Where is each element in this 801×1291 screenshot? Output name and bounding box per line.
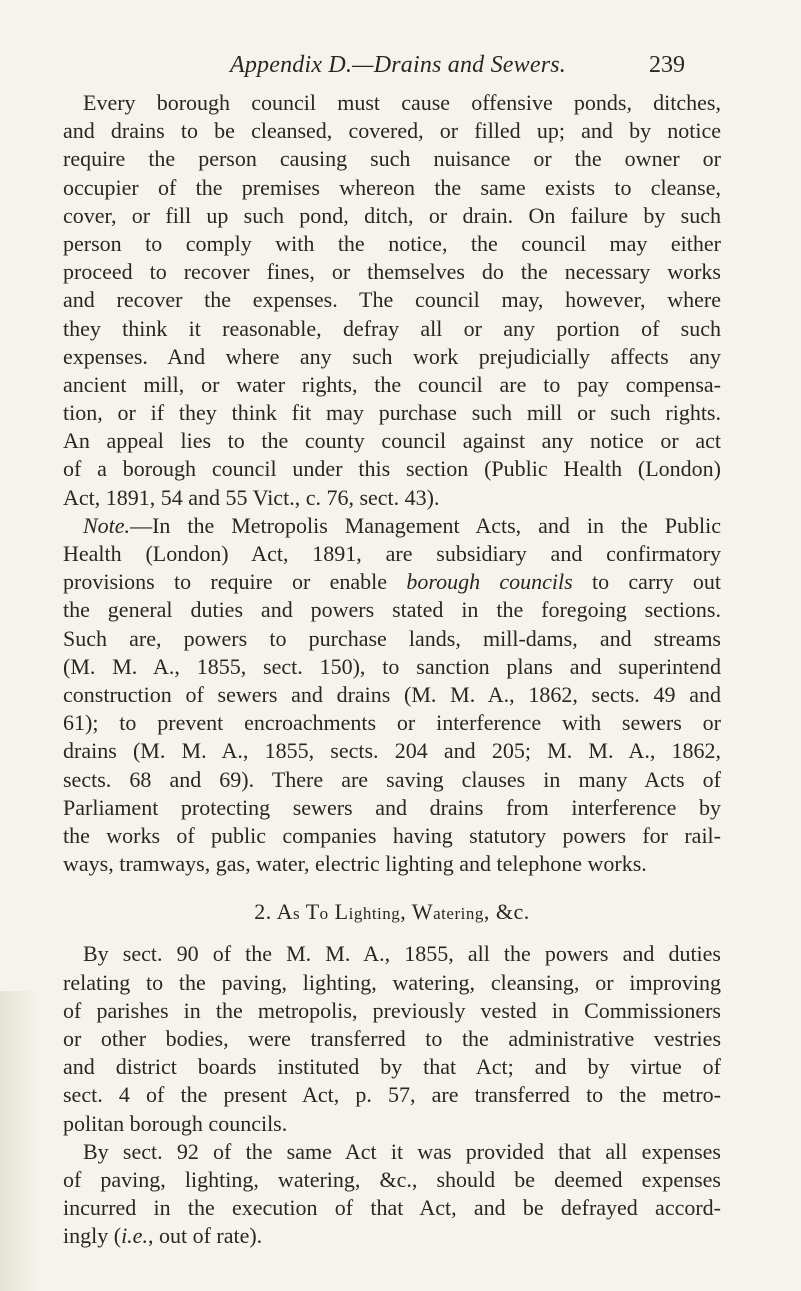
text-line: cover, or fill up such pond, ditch, or drain. On failure by such — [63, 202, 721, 228]
text-line: ancient mill, or water rights, the council are to pay compensa- — [63, 371, 721, 397]
page-number: 239 — [649, 52, 685, 78]
page-edge-shadow — [0, 991, 40, 1291]
text-line: the works of public companies having statutory powers for rail- — [63, 822, 721, 848]
text-line: Act, 1891, 54 and 55 Vict., c. 76, sect. 43). — [63, 484, 440, 510]
text-line: An appeal lies to the county council against any notice or act — [63, 428, 721, 454]
text-line: and district boards instituted by that Act; and by virtue of — [63, 1054, 721, 1080]
text-line: (M. M. A., 1855, sect. 150), to sanction plans and superintend — [63, 653, 721, 679]
text-line: person to comply with the notice, the council may either — [63, 230, 721, 256]
text-line: require the person causing such nuisance or the owner or — [63, 146, 721, 172]
text-line: Health (London) Act, 1891, are subsidiary and confirmatory — [63, 541, 721, 566]
text-line: By sect. 92 of the same Act it was provided that all expenses — [83, 1138, 721, 1164]
text-line: ingly (i.e., out of rate). — [63, 1223, 263, 1249]
text-line: of a borough council under this section (Public Health (London) — [63, 456, 721, 482]
paragraph-sect-90 — [63, 940, 721, 1137]
text-line: Such are, powers to purchase lands, mill-dams, and streams — [63, 625, 721, 651]
text-line: they think it reasonable, defray all or any portion of such — [63, 315, 721, 341]
text-line: Note.—In the Metropolis Management Acts, and in the Public — [83, 512, 721, 538]
text-line: of paving, lighting, watering, &c., should be deemed expenses — [63, 1166, 721, 1192]
text-line: of parishes in the metropolis, previously vested in Commissioners — [63, 997, 721, 1023]
text-line: proceed to recover fines, or themselves do the necessary works — [63, 259, 721, 285]
text-line: tion, or if they think fit may purchase such mill or such rights. — [63, 400, 721, 426]
text-line: Parliament protecting sewers and drains from interference by — [63, 794, 721, 820]
text-line: ways, tramways, gas, water, electric lighting and telephone works. — [63, 851, 647, 877]
text-line: occupier of the premises whereon the same exists to cleanse, — [63, 174, 721, 200]
text-line: By sect. 90 of the M. M. A., 1855, all the powers and duties — [83, 941, 721, 967]
text-line: relating to the paving, lighting, watering, cleansing, or improving — [63, 969, 721, 995]
note-paragraph — [63, 512, 721, 878]
page-header — [0, 52, 801, 82]
text-line: incurred in the execution of that Act, and be defrayed accord- — [63, 1195, 721, 1221]
text-line: drains (M. M. A., 1855, sects. 204 and 205; M. M. A., 1862, — [63, 738, 721, 764]
text-line: politan borough councils. — [63, 1110, 288, 1136]
text-line: Every borough council must cause offensive ponds, ditches, — [83, 90, 721, 115]
text-line: provisions to require or enable borough councils to carry out — [63, 569, 722, 595]
text-line: the general duties and powers stated in the foregoing sections. — [63, 597, 721, 623]
emphasis: borough councils — [406, 569, 573, 595]
text-line: or other bodies, were transferred to the administrative vestries — [63, 1026, 721, 1051]
text-line: sect. 4 of the present Act, p. 57, are transferred to the metro- — [63, 1082, 721, 1108]
text-line: expenses. And where any such work prejudicially affects any — [63, 343, 721, 369]
paragraph-sect-92 — [63, 1138, 721, 1251]
text-line: and drains to be cleansed, covered, or filled up; and by notice — [63, 118, 721, 144]
text-line: 61); to prevent encroachments or interference with sewers or — [63, 710, 721, 736]
text-line: construction of sewers and drains (M. M. A., 1862, sects. 49 and — [63, 681, 721, 707]
running-head: Appendix D.—Drains and Sewers. — [230, 52, 566, 78]
text-line: and recover the expenses. The council may, however, where — [63, 287, 721, 313]
text-line: sects. 68 and 69). There are saving clauses in many Acts of — [63, 766, 721, 792]
paragraph-offensive-ponds — [63, 89, 721, 512]
section-heading: 2. As To Lighting, Watering, &c. — [254, 899, 530, 925]
note-label: Note. — [83, 512, 131, 538]
emphasis: i.e. — [121, 1223, 148, 1249]
body-text — [63, 89, 721, 1251]
